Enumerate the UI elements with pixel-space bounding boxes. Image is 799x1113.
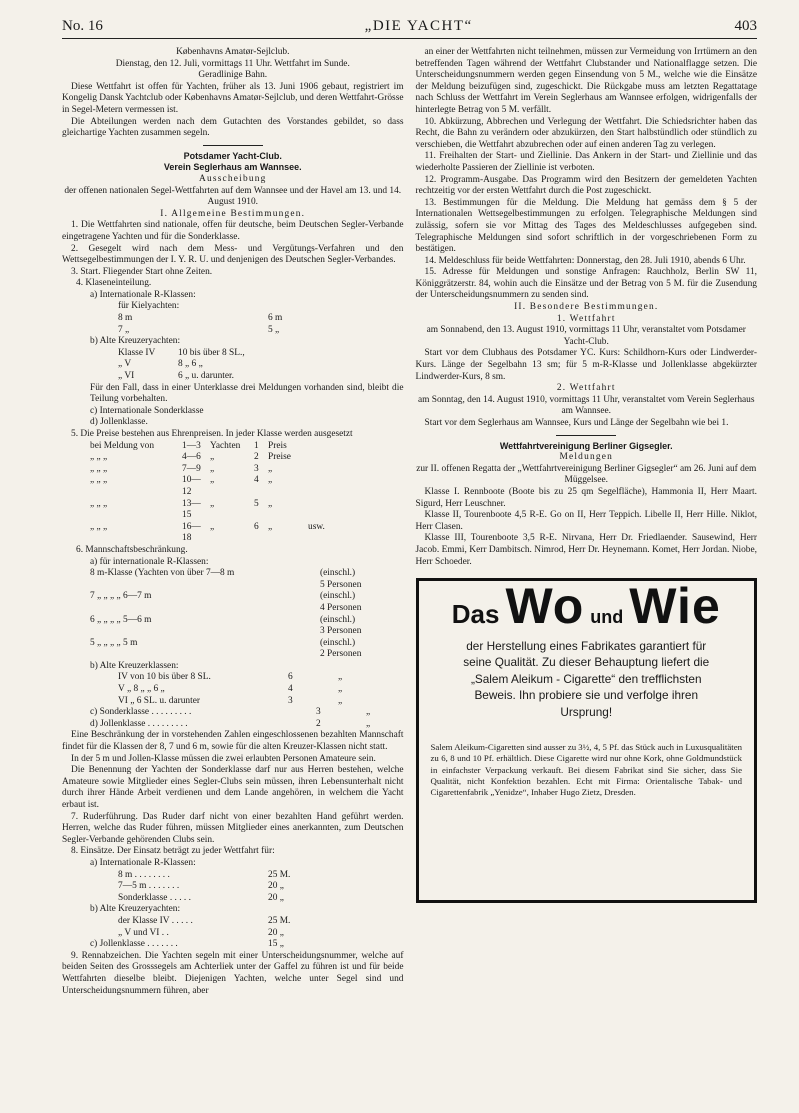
table-row [62, 916, 404, 928]
table-cell: 4 [254, 475, 259, 486]
table-cell: „ VI [118, 371, 135, 382]
table-cell: „ [210, 498, 215, 509]
table-cell: c) Jollenklasse . . . . . . . [90, 939, 178, 950]
right-column-text [416, 47, 758, 568]
table-cell: 5 Personen [320, 579, 362, 590]
table-row [62, 359, 404, 371]
table-cell: „ [338, 672, 343, 683]
table-cell: 7 „ [118, 324, 130, 335]
table-cell: 2 Personen [320, 649, 362, 660]
table-cell: Sonderklasse . . . . . [118, 892, 191, 903]
paragraph: 1. Die Wettfahrten sind nationale, offen für deutsche, beim Deutschen Segler-Verbande eingetragene Yachten und für die Sonderklasse. [62, 220, 404, 242]
table-cell: 16—18 [182, 521, 201, 544]
paragraph: 12. Programm-Ausgabe. Das Programm wird den Besitzern der gemeldeten Yachten rechtzeitig vor der ersten Wettfahrt durch die Post zugeschickt. [415, 174, 757, 197]
table-cell: 4 Personen [320, 602, 362, 613]
paragraph: Für den Fall, dass in einer Unterklasse drei Meldungen vorhanden sind, bleibt die Teilung vorbehalten. [90, 382, 404, 405]
table-cell: 8 m-Klasse (Yachten von über 7—8 m [90, 568, 235, 579]
table-cell [308, 499, 338, 522]
table-row [62, 615, 404, 627]
table-row [62, 522, 404, 545]
ad-headline-und: und [590, 607, 624, 628]
table-cell: 6 [254, 521, 259, 532]
table-cell: 2 [316, 718, 321, 729]
table-cell: 6 „ „ „ „ 5—6 m [90, 614, 152, 625]
table-cell: „ [210, 521, 215, 532]
table-cell [308, 464, 338, 476]
table-cell: 10—12 [182, 475, 201, 497]
table-row [62, 603, 404, 615]
left-column [62, 47, 404, 997]
table-cell: „ V [118, 359, 132, 370]
paragraph: b) Alte Kreuzeryachten: [90, 336, 181, 347]
paragraph: der offenen nationalen Segel-Wettfahrten auf dem Wannsee und der Havel am 13. und 14. August 1910. [64, 185, 402, 208]
table-cell: (einschl.) [320, 637, 356, 648]
table-row [62, 475, 404, 498]
table-cell [90, 649, 320, 661]
table-cell: „ [268, 498, 273, 509]
paragraph: 10. Abkürzung, Abbrechen und Verlegung der Wettfahrt. Die Schiedsrichter haben das Recht, die Bahn zu verändern oder abzukürzen, den Start halbstündlich oder stündlich zu verschieben, die Wettfahrt abzubrechen oder auf einen anderen Tag zu verlegen. [415, 116, 757, 150]
table-cell: 5 „ [268, 324, 280, 335]
paragraph: 11. Freihalten der Start- und Ziellinie. Das Ankern in der Start- und Ziellinie und das wiederholte Passieren der Ziellinie ist verboten. [415, 151, 757, 173]
table-cell: „ [210, 475, 215, 486]
paragraph: 15. Adresse für Meldungen und sonstige Anfragen: Rauchholz, Berlin SW 11, Königgrätzerstr. 84, wohin auch die Einsätze und der Betrag von 5 M. für die Zusendung der Unterscheidungsnummern zu senden sind. [415, 267, 757, 301]
paragraph: zur II. offenen Regatta der „Wettfahrtvereinigung Berliner Gigsegler“ am 26. Juni auf dem Müggelsee. [416, 463, 757, 486]
paragraph: 4. Klaseneinteilung. [76, 278, 152, 289]
table-cell: 8 „ 6 „ [178, 359, 203, 370]
paragraph: Klasse II, Tourenboote 4,5 R-E. Go on II, Herr Teppich. Libelle II, Herr Hille. Niklot, Herr Clasen. [415, 510, 757, 532]
table-cell: 25 M. [268, 915, 291, 926]
table-row [62, 452, 404, 464]
issue-number: No. 16 [62, 18, 103, 34]
paragraph: an einer der Wettfahrten nicht teilnehmen, müssen zur Vermeidung von Irrtümern an den betreffenden Tagen während der Wettfahrt Clubstander und Nationalflagge setzen. Die Unterscheidungsnummern werden gegen Einsendung von 5 M., welche wie die Einsätze der Meldung beizufügen sind, zugeschickt. Die Rückgabe muss am letzten Regattatage nach Schluss der Wettfahrt im Verein Seglerhaus am Wannsee erfolgen, widrigenfalls der hinterlegte Betrag von 5 M. verfällt. [415, 47, 757, 115]
table-row [62, 591, 404, 603]
right-column [416, 47, 758, 997]
paragraph: 1. Wettfahrt [556, 313, 616, 324]
table-cell: 5 „ „ „ „ 5 m [90, 637, 138, 648]
section-rule [556, 435, 616, 436]
table-cell [308, 441, 338, 453]
paragraph: Meldungen [559, 452, 613, 463]
table-row [62, 939, 404, 951]
table-cell: 7 „ „ „ „ 6—7 m [90, 591, 152, 602]
paragraph: Die Abteilungen werden nach dem Gutachten des Vorstandes gebildet, so dass gleichartige Yachten zusammen segeln. [62, 116, 404, 139]
table-cell: „ „ „ [90, 475, 108, 486]
paragraph: b) Alte Kreuzeryachten: [90, 904, 181, 915]
table-cell: der Klasse IV . . . . . [118, 915, 193, 926]
table-cell: 20 „ [268, 892, 284, 903]
table-cell: „ V und VI . . [118, 927, 169, 938]
table-cell: Yachten [210, 440, 241, 451]
table-cell: „ [268, 463, 273, 474]
table-row [62, 348, 404, 360]
table-cell [308, 475, 338, 498]
table-cell: „ [366, 718, 371, 729]
paragraph: 5. Die Preise bestehen aus Ehrenpreisen. In jeder Klasse werden ausgesetzt [71, 429, 353, 439]
table-cell: „ [366, 707, 371, 718]
table-row [62, 313, 404, 325]
paragraph: 7. Ruderführung. Das Ruder darf nicht von einer bezahlten Hand geführt werden. Herren, welche das Ruder führen, müssen Mitglieder eines anerkannten, zum Deutschen Segler-Verbande gehörenden Clubs sein. [62, 811, 404, 845]
ad-headline-das: Das [451, 599, 500, 630]
table-cell [308, 452, 338, 464]
ad-headline-wie: Wie [629, 578, 721, 635]
table-row [62, 707, 404, 719]
paragraph: Die Benennung der Yachten der Sonderklasse darf nur aus Herren bestehen, welche Amateure sowie Mitglieder eines Segler-Clubs sein müssen, ihren Lebensunterhalt nicht durch ihrer Hände Arbeit verdienen und dem Lande angehören, in welchem die Yacht erbaut ist. [62, 765, 404, 810]
section-heading: Verein Seglerhaus am Wannsee. [163, 162, 302, 173]
paragraph: Klasse I. Rennboote (Boote bis zu 25 qm Segelfläche), Hammonia II, Herr Maart. Sigurd, Herr Leuschner. [415, 486, 757, 509]
paragraph: am Sonnabend, den 13. August 1910, vormittags 11 Uhr, veranstaltet vom Potsdamer Yacht-Club. [426, 325, 746, 347]
table-row [62, 441, 404, 453]
table-cell: 1 [254, 440, 259, 451]
paragraph: 2. Gesegelt wird nach dem Mess- und Vergütungs-Verfahren und den Wettsegelbestimmungen der I. Y. R. U. und denjenigen des Deutschen Segler-Verbandes. [62, 243, 404, 266]
table-row [62, 464, 404, 476]
table-cell: (einschl.) [320, 568, 356, 579]
paragraph: Diese Wettfahrt ist offen für Yachten, früher als 13. Juni 1906 gebaut, registriert im Kongelig Dansk Yachtclub oder Københavns Amatør-Sejlclub, und deren Wettfahrt-Grösse in Segel-Metern vermessen ist. [62, 81, 404, 115]
table-cell: Preis [268, 440, 287, 451]
table-cell: „ [338, 695, 343, 706]
table-cell: 2 [254, 452, 259, 463]
paragraph: Ausscheibung [198, 173, 267, 184]
table-cell: 10 bis über 8 SL., [178, 347, 245, 358]
table-row [62, 568, 404, 580]
table-cell: 20 „ [268, 881, 284, 892]
table-cell: „ [268, 475, 273, 486]
table-cell [90, 580, 320, 592]
paragraph: für Kielyachten: [118, 301, 180, 312]
table-cell [90, 603, 320, 615]
running-header [62, 18, 757, 39]
paragraph: 6. Mannschaftsbeschränkung. [76, 544, 188, 555]
table-row [62, 928, 404, 940]
table-cell: 8 m [118, 313, 133, 324]
table-cell: 7—9 [182, 463, 201, 474]
table-cell: c) Sonderklasse . . . . . . . . . [90, 707, 192, 718]
table-cell: bei Meldung von [90, 440, 155, 451]
table-cell: 3 [288, 695, 293, 706]
table-cell: (einschl.) [320, 614, 356, 625]
table-cell: (einschl.) [320, 591, 356, 602]
table-row [62, 893, 404, 905]
table-cell: d) Jollenklasse . . . . . . . . . [90, 718, 188, 729]
paragraph: 13. Bestimmungen für die Meldung. Die Meldung hat gemäss dem § 5 der Internationalen Wettsegelbestimmungen zu erfolgen. Telegraphische Meldungen sind zulässig, sofern sie vor Mittag des Tages des Meldeschlusses aufgegeben sind. Telegraphische Meldungen sind sofort schriftlich in der vorgeschriebenen Form zu bestätigen. [415, 197, 757, 255]
table-cell: 4—6 [182, 452, 201, 463]
section-rule [203, 145, 263, 146]
table-cell: 1—3 [182, 440, 201, 451]
table-cell: Klasse IV [118, 347, 156, 358]
paragraph: d) Jollenklasse. [90, 417, 148, 428]
page-number: 403 [734, 18, 757, 34]
table-row [62, 499, 404, 522]
paragraph: c) Internationale Sonderklasse [90, 405, 204, 416]
table-cell: Preise [268, 452, 291, 463]
journal-title: „DIE YACHT“ [364, 18, 473, 34]
table-cell: 6 [288, 672, 293, 683]
section-heading: Potsdamer Yacht-Club. [183, 150, 282, 161]
table-row [62, 626, 404, 638]
table-cell: VI „ 6 SL. u. darunter [118, 695, 201, 706]
paragraph: Geradlinige Bahn. [198, 70, 268, 81]
table-row [62, 870, 404, 882]
paragraph: Københavns Amatør-Sejlclub. [176, 47, 290, 57]
paragraph: Klasse III, Tourenboote 3,5 R-E. Nirvana, Herr Dr. Friedlaender. Sausewind, Herr Jacob. Emmi, Kerr Dambitsch. Nimrod, Herr Dr. Heynemann. Komet, Herr Jordan. Niobe, Herr Schoeder. [415, 533, 757, 567]
paragraph: a) Internationale R-Klassen: [90, 857, 196, 868]
table-cell: 8 m . . . . . . . . [118, 869, 170, 880]
table-cell: IV von 10 bis über 8 SL. [118, 672, 211, 683]
table-cell: 4 [288, 684, 293, 695]
table-cell: 15 „ [268, 939, 284, 950]
table-cell: 7—5 m . . . . . . . [118, 881, 180, 892]
table-cell: „ [210, 452, 215, 463]
table-cell: „ „ „ [90, 452, 108, 463]
table-row [62, 881, 404, 893]
paragraph: 9. Rennabzeichen. Die Yachten segeln mit einer Unterscheidungsnummer, welche auf beiden Seiten des Grosssegels am Achterliek unter der Gaffel zu führen ist und für beide Wettfahrten dieselbe bleibt. Diejenigen Yachten, welche unter Segel sind und Unterscheidungsnummern führen, aber [62, 950, 404, 996]
table-row [62, 638, 404, 650]
table-row [62, 371, 404, 383]
paragraph: 3. Start. Fliegender Start ohne Zeiten. [71, 266, 213, 277]
table-cell: „ „ „ [90, 521, 108, 532]
table-row [62, 649, 404, 661]
paragraph: am Sonntag, den 14. August 1910, vormittags 11 Uhr, veranstaltet vom Verein Seglerhaus am Wannsee. [417, 394, 755, 417]
table-cell: 5 [254, 498, 259, 509]
table-cell: „ [210, 463, 215, 474]
section-heading: Wettfahrtvereinigung Berliner Gigsegler. [499, 440, 673, 451]
ad-fine-print: Salem Aleikum-Cigaretten sind ausser zu 3½, 4, 5 Pf. das Stück auch in Luxusqualitäten zu 6, 8 und 10 Pf. erhältlich. Diese Cigarette wird nur ohne Kork, ohne Goldmundstück in einfachster Verpackung verkauft. Bei diesem Fabrikat sind Sie sicher, dass Sie Qualität, nicht Konfektion bezahlen. Echt mit Firma: Orientalische Tabak- und Cigarettenfabrik „Yenidze“, Inhaber Hugo Zietz, Dresden. [430, 742, 742, 798]
paragraph: 8. Einsätze. Der Einsatz beträgt zu jeder Wettfahrt für: [71, 846, 275, 857]
table-row [62, 580, 404, 592]
table-cell: 13—15 [182, 498, 201, 521]
table-cell: „ „ „ [90, 498, 108, 509]
cigarette-advertisement [416, 578, 758, 903]
table-cell: usw. [308, 521, 325, 532]
table-cell: 6 „ u. darunter. [178, 371, 234, 382]
table-cell: 20 „ [268, 927, 284, 938]
paragraph: a) für internationale R-Klassen: [90, 556, 209, 567]
paragraph: Start vor dem Seglerhaus am Wannsee, Kurs und Länge der Segelbahn wie bei 1. [424, 418, 729, 428]
paragraph: Dienstag, den 12. Juli, vormittags 11 Uhr. Wettfahrt im Sunde. [115, 58, 350, 69]
paragraph: Start vor dem Clubhaus des Potsdamer YC. Kurs: Schildhorn-Kurs oder Lindwerder-Kurs. Länge der Segelbahn 13 sm; für 5 m-R-Klasse und Jollenklasse abgekürzter Lindwerder-Kurs, 8 sm. [415, 348, 757, 382]
paragraph: I. Allgemeine Bestimmungen. [160, 208, 306, 219]
paragraph: Eine Beschränkung der in vorstehenden Zahlen eingeschlossenen bezahlten Mannschaft findet für die Klassen der 8, 7 und 6 m, sowie für die alten Kreuzer-Klassen nicht statt. [62, 730, 404, 753]
table-row [62, 325, 404, 337]
table-cell: V „ 8 „ „ 6 „ [118, 684, 165, 695]
paragraph: 2. Wettfahrt [556, 383, 616, 394]
table-cell: 3 Personen [320, 626, 362, 637]
table-cell: 3 [316, 707, 321, 718]
paragraph: a) Internationale R-Klassen: [90, 289, 196, 300]
table-row [62, 719, 404, 731]
paragraph: b) Alte Kreuzerklassen: [90, 660, 179, 671]
table-row [62, 696, 404, 708]
ad-headline [431, 578, 743, 635]
table-cell: 3 [254, 463, 259, 474]
paragraph: II. Besondere Bestimmungen. [514, 302, 659, 313]
paragraph: In der 5 m und Jollen-Klasse müssen die zwei erlaubten Personen Amateure sein. [71, 753, 376, 764]
table-cell: „ „ „ [90, 463, 108, 474]
table-cell: 6 m [268, 313, 283, 324]
table-cell: 25 M. [268, 869, 291, 880]
table-row [62, 684, 404, 696]
paragraph: 14. Meldeschluss für beide Wettfahrten: Donnerstag, den 28. Juli 1910, abends 6 Uhr. [424, 255, 746, 266]
ad-headline-wo: Wo [505, 578, 585, 635]
table-cell: „ [268, 521, 273, 532]
table-cell: „ [338, 684, 343, 695]
ad-body-text: der Herstellung eines Fabrikates garantiert für seine Qualität. Zu dieser Behauptung liefert die „Salem Aleikum - Cigarette“ den trefflichsten Beweis. Ihn probiere sie und verfolge ihren Ursprung! [463, 638, 710, 719]
table-cell [90, 626, 320, 638]
table-row [62, 672, 404, 684]
